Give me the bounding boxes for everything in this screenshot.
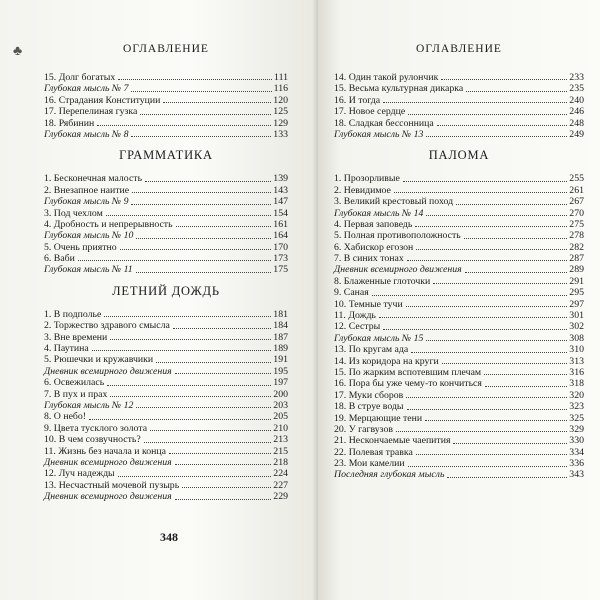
- toc-entry: [44, 400, 288, 411]
- dot-leader: [175, 464, 272, 465]
- dot-leader: [408, 466, 568, 467]
- toc-entry-title: 3. Под чехлом: [44, 207, 103, 219]
- toc-entry-title: Глубокая мысль № 14: [334, 207, 424, 219]
- toc-entry-title: 7. В пух и прах: [44, 388, 108, 400]
- dot-leader: [372, 295, 568, 296]
- toc-entry: [44, 242, 288, 253]
- toc-entry: [44, 219, 288, 230]
- toc-entry: [334, 173, 584, 184]
- dot-leader: [150, 430, 271, 431]
- toc-entry: [44, 173, 288, 184]
- toc-entry: [44, 480, 288, 491]
- toc-entry: [44, 106, 288, 117]
- dot-leader: [411, 352, 567, 353]
- toc-entry: [334, 413, 584, 424]
- toc-entry-page: 316: [569, 366, 584, 378]
- toc-entry-page: 249: [569, 128, 584, 140]
- toc-entry-title: Дневник всемирного движения: [44, 365, 172, 377]
- toc-entry-title: Глубокая мысль № 13: [334, 128, 424, 140]
- toc-entry-title: 14. Один такой рулончик: [334, 71, 439, 83]
- running-head-right: ОГЛАВЛЕНИЕ: [416, 43, 502, 55]
- toc-entry: [44, 95, 288, 106]
- toc-entry: [44, 457, 288, 468]
- dot-leader: [426, 136, 567, 137]
- toc-entry-title: 14. Из коридора на круги: [334, 355, 439, 367]
- toc-entry-title: 5. Полная противоположность: [334, 230, 461, 242]
- toc-entry-title: 4. Дробность и непрерывность: [44, 218, 173, 230]
- toc-list-paloma: [334, 173, 584, 481]
- toc-entry-page: 116: [273, 83, 288, 95]
- dot-leader: [92, 350, 272, 351]
- toc-entry-title: 15. По жарким вспотевшим плечам: [334, 366, 482, 378]
- toc-entry-title: 6. Освежилась: [44, 377, 105, 389]
- dot-leader: [485, 386, 567, 387]
- toc-entry: [44, 332, 288, 343]
- toc-entry-title: Глубокая мысль № 12: [44, 399, 134, 411]
- toc-entry: [44, 354, 288, 365]
- toc-entry: [334, 356, 584, 367]
- toc-entry: [44, 253, 288, 264]
- toc-entry: [44, 72, 288, 83]
- toc-entry: [334, 276, 584, 287]
- toc-entry-title: 2. Торжество здравого смысла: [44, 320, 170, 332]
- toc-entry-page: 330: [569, 435, 584, 447]
- dot-leader: [89, 419, 271, 420]
- toc-entry: [334, 95, 584, 106]
- dot-leader: [175, 373, 272, 374]
- dot-leader: [379, 317, 567, 318]
- toc-entry-page: 318: [569, 378, 584, 390]
- dot-leader: [131, 91, 271, 92]
- toc-entry: [334, 242, 584, 253]
- dot-leader: [136, 238, 271, 239]
- section-title-summer-rain: ЛЕТНИЙ ДОЖДЬ: [112, 283, 220, 298]
- toc-entry-page: 313: [569, 355, 584, 367]
- toc-entry-page: 248: [569, 117, 584, 129]
- dot-leader: [425, 420, 567, 421]
- dot-leader: [441, 79, 567, 80]
- toc-entry-page: 164: [273, 230, 288, 242]
- toc-entry-page: 175: [273, 264, 288, 276]
- toc-entry-page: 147: [273, 196, 288, 208]
- toc-entry: [44, 83, 288, 94]
- toc-entry-page: 289: [569, 264, 584, 276]
- toc-list-grammar: [44, 173, 288, 276]
- toc-entry-title: Глубокая мысль № 10: [44, 230, 134, 242]
- toc-entry-title: 18. Сладкая бессонница: [334, 117, 434, 129]
- dot-leader: [140, 114, 271, 115]
- toc-entry: [334, 447, 584, 458]
- toc-entry-page: 187: [273, 331, 288, 343]
- toc-entry-page: 287: [569, 253, 584, 265]
- dot-leader: [394, 192, 567, 193]
- toc-entry: [44, 309, 288, 320]
- toc-entry-title: 10. В чем созвучность?: [44, 434, 141, 446]
- toc-entry-title: 23. Мои камелии: [334, 458, 405, 470]
- dot-leader: [110, 396, 271, 397]
- toc-entry: [334, 458, 584, 469]
- toc-entry-title: Глубокая мысль № 8: [44, 128, 129, 140]
- toc-entry-page: 278: [569, 230, 584, 242]
- dot-leader: [447, 477, 567, 478]
- toc-list-left-top: [44, 72, 288, 140]
- toc-entry-page: 218: [273, 456, 288, 468]
- toc-entry: [44, 377, 288, 388]
- toc-entry: [44, 446, 288, 457]
- running-head-left: ОГЛАВЛЕНИЕ: [123, 43, 209, 55]
- toc-entry: [334, 287, 584, 298]
- toc-entry-title: 21. Нескончаемые чаепития: [334, 435, 451, 447]
- dot-leader: [437, 125, 568, 126]
- section-title-paloma: ПАЛОМА: [428, 148, 490, 163]
- toc-entry-title: 17. Новое сердце: [334, 106, 406, 118]
- toc-entry-title: 16. И тогда: [334, 94, 381, 106]
- toc-entry: [334, 401, 584, 412]
- toc-entry: [334, 230, 584, 241]
- toc-entry-page: 125: [273, 106, 288, 118]
- section-title-grammar: ГРАММАТИКА: [119, 148, 213, 163]
- toc-entry-page: 310: [569, 344, 584, 356]
- toc-entry-page: 343: [569, 469, 584, 481]
- toc-entry: [334, 470, 584, 481]
- toc-entry: [44, 208, 288, 219]
- toc-entry-page: 235: [569, 83, 584, 95]
- toc-entry-title: 1. Бесконечная малость: [44, 173, 143, 185]
- toc-entry: [334, 424, 584, 435]
- left-toc: [44, 42, 288, 503]
- toc-entry: [44, 491, 288, 502]
- toc-entry-page: 143: [273, 184, 288, 196]
- toc-entry-page: 191: [273, 354, 288, 366]
- toc-entry-page: 233: [569, 71, 584, 83]
- dot-leader: [132, 192, 271, 193]
- toc-entry-page: 261: [569, 184, 584, 196]
- toc-entry-title: Глубокая мысль № 15: [334, 332, 424, 344]
- dot-leader: [406, 397, 567, 398]
- toc-entry-title: 16. Страдания Конституции: [44, 94, 161, 106]
- page-number: 348: [160, 530, 178, 544]
- toc-entry-title: Глубокая мысль № 7: [44, 83, 129, 95]
- dot-leader: [383, 329, 567, 330]
- toc-entry: [334, 299, 584, 310]
- toc-entry-title: Дневник всемирного движения: [334, 264, 462, 276]
- dot-leader: [131, 204, 271, 205]
- dot-leader: [415, 226, 567, 227]
- dot-leader: [408, 114, 567, 115]
- toc-entry-title: 22. Полевая травка: [334, 446, 413, 458]
- toc-entry-page: 291: [569, 275, 584, 287]
- dot-leader: [465, 272, 568, 273]
- toc-entry-page: 210: [273, 422, 288, 434]
- toc-entry-title: 13. Несчастный мочевой пузырь: [44, 479, 180, 491]
- toc-entry-title: 4. Паутина: [44, 343, 89, 355]
- dot-leader: [107, 385, 271, 386]
- toc-entry-page: 246: [569, 106, 584, 118]
- dot-leader: [169, 453, 271, 454]
- dot-leader: [466, 91, 567, 92]
- dot-leader: [182, 487, 271, 488]
- toc-entry-title: 8. О небо!: [44, 411, 87, 423]
- toc-entry-page: 224: [273, 468, 288, 480]
- right-toc: [334, 42, 584, 481]
- toc-entry-page: 205: [273, 411, 288, 423]
- dot-leader: [416, 249, 567, 250]
- toc-entry-page: 325: [569, 412, 584, 424]
- toc-entry-page: 329: [569, 423, 584, 435]
- toc-entry: [334, 72, 584, 83]
- toc-entry: [44, 389, 288, 400]
- toc-entry: [334, 310, 584, 321]
- toc-entry: [334, 106, 584, 117]
- dot-leader: [433, 283, 567, 284]
- toc-entry-title: 18. В струе воды: [334, 401, 404, 413]
- dot-leader: [416, 454, 567, 455]
- toc-entry-title: 12. Луч надежды: [44, 468, 115, 480]
- dot-leader: [144, 442, 272, 443]
- toc-entry: [44, 230, 288, 241]
- dot-leader: [104, 316, 271, 317]
- toc-entry-page: 200: [273, 388, 288, 400]
- toc-entry: [44, 434, 288, 445]
- toc-entry: [334, 390, 584, 401]
- toc-entry-title: 10. Темные тучи: [334, 298, 403, 310]
- toc-entry-page: 170: [273, 241, 288, 253]
- toc-entry-title: 3. Великий крестовый поход: [334, 196, 454, 208]
- toc-entry: [334, 333, 584, 344]
- toc-entry-page: 270: [569, 207, 584, 219]
- dot-leader: [484, 374, 567, 375]
- toc-entry: [334, 208, 584, 219]
- dot-leader: [406, 306, 568, 307]
- dot-leader: [120, 249, 272, 250]
- dot-leader: [97, 125, 271, 126]
- toc-entry: [334, 253, 584, 264]
- toc-entry-title: 6. Ваби: [44, 253, 75, 265]
- toc-entry-title: 11. Жизнь без начала и конца: [44, 445, 166, 457]
- dot-leader: [426, 340, 567, 341]
- toc-entry-page: 195: [273, 365, 288, 377]
- toc-entry-page: 161: [273, 218, 288, 230]
- dot-leader: [407, 260, 568, 261]
- toc-entry-title: 18. Рябинин: [44, 117, 95, 129]
- toc-entry: [44, 264, 288, 275]
- toc-entry: [44, 411, 288, 422]
- dot-leader: [131, 136, 271, 137]
- toc-entry-page: 323: [569, 401, 584, 413]
- toc-entry-page: 203: [273, 399, 288, 411]
- dot-leader: [118, 79, 272, 80]
- toc-entry-page: 297: [569, 298, 584, 310]
- toc-entry-page: 336: [569, 458, 584, 470]
- toc-entry-title: 2. Невидимое: [334, 184, 391, 196]
- toc-entry-page: 120: [273, 94, 288, 106]
- corner-ornament: ♣: [13, 44, 23, 59]
- toc-entry-title: 16. Пора бы уже чему-то кончиться: [334, 378, 482, 390]
- toc-entry-page: 139: [273, 173, 288, 185]
- toc-entry-page: 133: [273, 128, 288, 140]
- toc-entry: [334, 264, 584, 275]
- dot-leader: [456, 204, 567, 205]
- toc-entry-title: 5. Рюшечки и кружавчики: [44, 354, 154, 366]
- toc-entry-page: 301: [569, 310, 584, 322]
- toc-entry: [334, 321, 584, 332]
- toc-entry: [334, 435, 584, 446]
- toc-entry: [334, 118, 584, 129]
- toc-entry-title: 17. Муки сборов: [334, 389, 404, 401]
- toc-entry-page: 213: [273, 434, 288, 446]
- toc-entry-title: 7. В синих тонах: [334, 253, 404, 265]
- toc-entry: [334, 367, 584, 378]
- toc-entry: [44, 343, 288, 354]
- toc-entry-title: 1. В подполье: [44, 308, 102, 320]
- toc-entry-page: 111: [274, 71, 288, 83]
- toc-entry-page: 173: [273, 253, 288, 265]
- toc-entry-title: 6. Хабискор егозон: [334, 241, 414, 253]
- toc-entry-title: 9. Цвета тусклого золота: [44, 422, 148, 434]
- toc-entry-title: 17. Перепелиная гузка: [44, 106, 138, 118]
- toc-entry-page: 255: [569, 173, 584, 185]
- dot-leader: [442, 363, 568, 364]
- toc-entry-title: 20. У гагвузов: [334, 423, 393, 435]
- toc-entry-title: 11. Дождь: [334, 310, 376, 322]
- toc-entry: [44, 129, 288, 140]
- toc-entry-title: 4. Первая заповедь: [334, 218, 413, 230]
- dot-leader: [383, 102, 567, 103]
- toc-entry-page: 320: [569, 389, 584, 401]
- toc-entry: [334, 196, 584, 207]
- toc-entry-page: 308: [569, 332, 584, 344]
- dot-leader: [173, 328, 271, 329]
- toc-entry-page: 275: [569, 218, 584, 230]
- toc-entry-title: 1. Прозорливые: [334, 173, 400, 185]
- toc-entry-page: 295: [569, 287, 584, 299]
- dot-leader: [464, 238, 568, 239]
- toc-entry-title: 15. Долг богатых: [44, 71, 116, 83]
- toc-entry-page: 282: [569, 241, 584, 253]
- toc-entry: [334, 344, 584, 355]
- dot-leader: [453, 443, 567, 444]
- toc-entry-title: 9. Саная: [334, 287, 369, 299]
- toc-entry-title: 13. По кругам ада: [334, 344, 409, 356]
- toc-entry: [334, 219, 584, 230]
- toc-entry: [44, 196, 288, 207]
- toc-list-right-top: [334, 72, 584, 140]
- toc-entry-page: 154: [273, 207, 288, 219]
- toc-entry-title: 15. Весьма культурная дикарка: [334, 83, 464, 95]
- toc-entry: [44, 320, 288, 331]
- toc-entry-page: 227: [273, 479, 288, 491]
- toc-entry-title: 8. Блаженные глоточки: [334, 275, 431, 287]
- toc-entry-title: 2. Внезапное наитие: [44, 184, 130, 196]
- toc-entry-page: 267: [569, 196, 584, 208]
- dot-leader: [426, 215, 567, 216]
- toc-entry: [334, 185, 584, 196]
- toc-entry-page: 240: [569, 94, 584, 106]
- toc-entry-title: Глубокая мысль № 11: [44, 264, 133, 276]
- toc-entry-title: Дневник всемирного движения: [44, 456, 172, 468]
- toc-entry-title: 5. Очень приятно: [44, 241, 117, 253]
- toc-entry-title: Последняя глубокая мысль: [334, 469, 445, 481]
- toc-entry-page: 129: [273, 117, 288, 129]
- toc-entry-title: 12. Сестры: [334, 321, 381, 333]
- dot-leader: [78, 260, 271, 261]
- toc-entry: [44, 423, 288, 434]
- toc-entry: [44, 468, 288, 479]
- toc-list-summer-rain: [44, 309, 288, 503]
- toc-entry-page: 302: [569, 321, 584, 333]
- dot-leader: [407, 409, 568, 410]
- dot-leader: [145, 181, 271, 182]
- toc-entry-page: 334: [569, 446, 584, 458]
- toc-entry-page: 189: [273, 343, 288, 355]
- toc-entry: [334, 129, 584, 140]
- dot-leader: [403, 181, 567, 182]
- toc-entry-page: 229: [273, 491, 288, 503]
- dot-leader: [156, 362, 271, 363]
- toc-entry-title: 3. Вне времени: [44, 331, 108, 343]
- toc-entry: [44, 366, 288, 377]
- right-page: [318, 0, 600, 600]
- dot-leader: [118, 476, 272, 477]
- toc-entry-page: 184: [273, 320, 288, 332]
- dot-leader: [136, 272, 272, 273]
- toc-entry-title: Глубокая мысль № 9: [44, 196, 129, 208]
- toc-entry-page: 181: [273, 308, 288, 320]
- dot-leader: [106, 215, 272, 216]
- toc-entry-page: 197: [273, 377, 288, 389]
- dot-leader: [396, 431, 567, 432]
- toc-entry: [44, 118, 288, 129]
- toc-entry: [334, 378, 584, 389]
- toc-entry: [334, 83, 584, 94]
- toc-entry-title: Дневник всемирного движения: [44, 491, 172, 503]
- dot-leader: [110, 339, 271, 340]
- toc-entry-page: 215: [273, 445, 288, 457]
- dot-leader: [163, 102, 271, 103]
- dot-leader: [175, 499, 272, 500]
- dot-leader: [176, 226, 272, 227]
- dot-leader: [136, 407, 271, 408]
- toc-entry: [44, 185, 288, 196]
- toc-entry-title: 19. Мерцающие тени: [334, 412, 423, 424]
